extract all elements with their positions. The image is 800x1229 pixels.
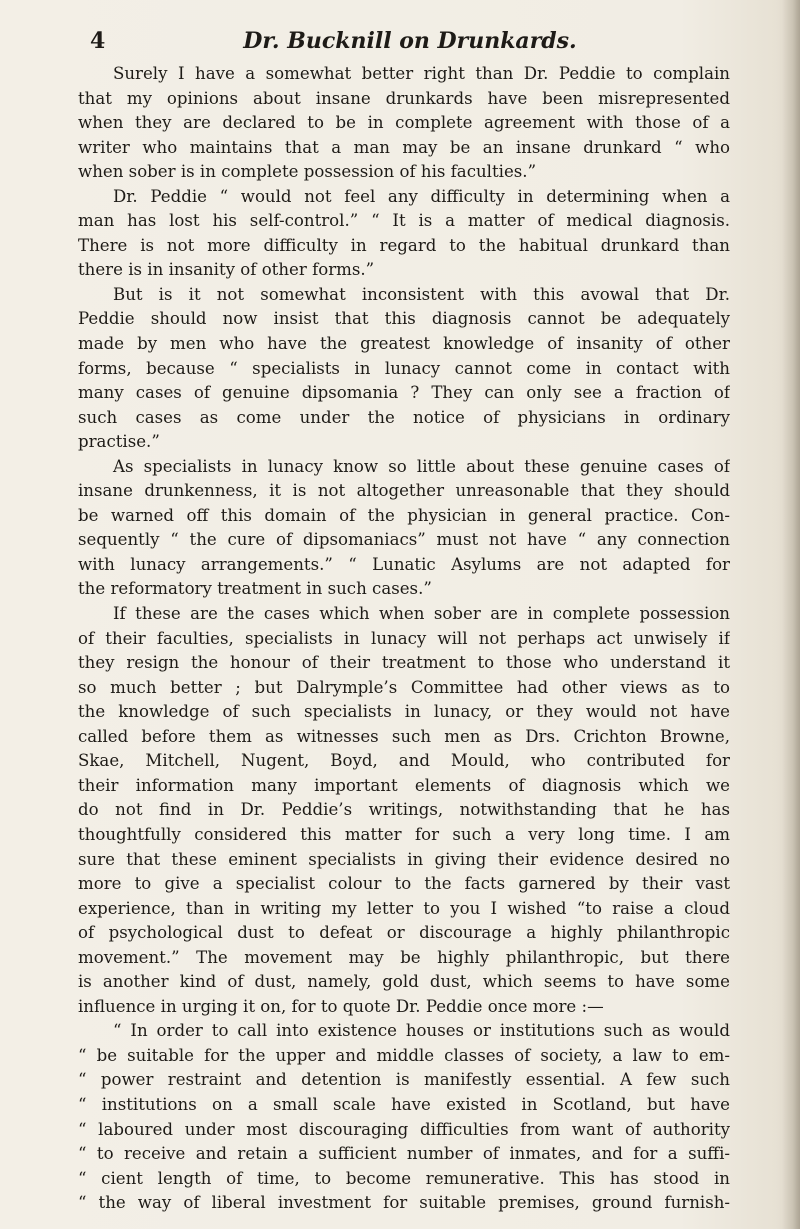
text-line: movement.” The movement may be highly philanthropic, but there (78, 947, 730, 967)
text-line: when they are declared to be in complete agreement with those of a (78, 113, 730, 133)
text-line: sequently “ the cure of dipsomaniacs” must not have “ any connection (78, 530, 730, 550)
text-line: If these are the cases which when sober are in complete possession (113, 604, 730, 624)
text-line: there is in insanity of other forms.” (78, 260, 375, 280)
text-line: so much better ; but Dalrymple’s Committee had other views as to (78, 677, 730, 697)
text-line: Peddie should now insist that this diagnosis cannot be adequately (78, 309, 730, 329)
text-line: “ laboured under most discouraging difficulties from want of authority (78, 1119, 730, 1139)
text-line: Dr. Peddie “ would not feel any difficulty in determining when a (113, 186, 730, 206)
text-line: writer who maintains that a man may be an insane drunkard “ who (78, 137, 730, 157)
page-number: 4 (90, 28, 106, 54)
text-line: such cases as come under the notice of physicians in ordinary (78, 407, 730, 427)
text-line: influence in urging it on, for to quote Dr. Peddie once more :— (78, 996, 604, 1016)
text-line: of psychological dust to defeat or discourage a highly philanthropic (78, 923, 730, 943)
text-line: experience, than in writing my letter to you I wished “to raise a cloud (78, 898, 730, 918)
text-line: Skae, Mitchell, Nugent, Boyd, and Mould, who contributed for (78, 751, 730, 771)
text-line: with lunacy arrangements.” “ Lunatic Asylums are not adapted for (78, 554, 730, 574)
text-line: the knowledge of such specialists in lunacy, or they would not have (78, 702, 730, 722)
text-line: when sober is in complete possession of his faculties.” (78, 162, 537, 182)
text-line: do not find in Dr. Peddie’s writings, notwithstanding that he has (78, 800, 730, 820)
text-line: practise.” (78, 432, 160, 452)
text-line: forms, because “ specialists in lunacy cannot come in contact with (78, 358, 730, 378)
text-line: insane drunkenness, it is not altogether unreasonable that they should (78, 481, 730, 501)
text-line: “ cient length of time, to become remunerative. This has stood in (78, 1168, 730, 1188)
text-line: called before them as witnesses such men as Drs. Crichton Browne, (78, 726, 730, 746)
text-line: Surely I have a somewhat better right than Dr. Peddie to complain (113, 64, 730, 83)
text-line: man has lost his self-control.” “ It is a matter of medical diagnosis. (78, 211, 730, 231)
text-line: more to give a specialist colour to the facts garnered by their vast (78, 874, 730, 894)
running-head (90, 26, 730, 56)
text-line: made by men who have the greatest knowledge of insanity of other (78, 334, 730, 354)
text-line: There is not more difficulty in regard to the habitual drunkard than (78, 235, 730, 255)
page-edge-shadow (782, 0, 800, 1229)
text-line: “ be suitable for the upper and middle classes of society, a law to em- (78, 1045, 730, 1065)
text-line: sure that these eminent specialists in giving their evidence desired no (78, 849, 730, 869)
text-line: many cases of genuine dipsomania ? They can only see a fraction of (78, 383, 730, 403)
text-line: the reformatory treatment in such cases.” (78, 579, 432, 599)
running-title: Dr. Bucknill on Drunkards. (243, 28, 577, 54)
text-line: they resign the honour of their treatment to those who understand it (78, 653, 730, 673)
text-line: “ the way of liberal investment for suitable premises, ground furnish- (78, 1193, 730, 1213)
text-line: “ power restraint and detention is manifestly essential. A few such (78, 1070, 730, 1090)
text-line: “ In order to call into existence houses or institutions such as would (113, 1021, 730, 1041)
text-line: that my opinions about insane drunkards have been misrepresented (78, 88, 730, 108)
text-line: thoughtfully considered this matter for such a very long time. I am (78, 824, 730, 844)
text-line: of their faculties, specialists in lunacy will not perhaps act unwisely if (78, 628, 730, 648)
text-line: be warned off this domain of the physician in general practice. Con- (78, 505, 730, 525)
text-line: “ institutions on a small scale have existed in Scotland, but have (78, 1094, 730, 1114)
text-line: is another kind of dust, namely, gold dust, which seems to have some (78, 972, 730, 992)
text-line: As specialists in lunacy know so little about these genuine cases of (113, 456, 730, 476)
text-line: “ to receive and retain a sufficient number of inmates, and for a suffi- (78, 1144, 730, 1164)
body-text (78, 62, 730, 1216)
text-line: But is it not somewhat inconsistent with this avowal that Dr. (113, 284, 730, 304)
text-line: their information many important elements of diagnosis which we (78, 775, 730, 795)
